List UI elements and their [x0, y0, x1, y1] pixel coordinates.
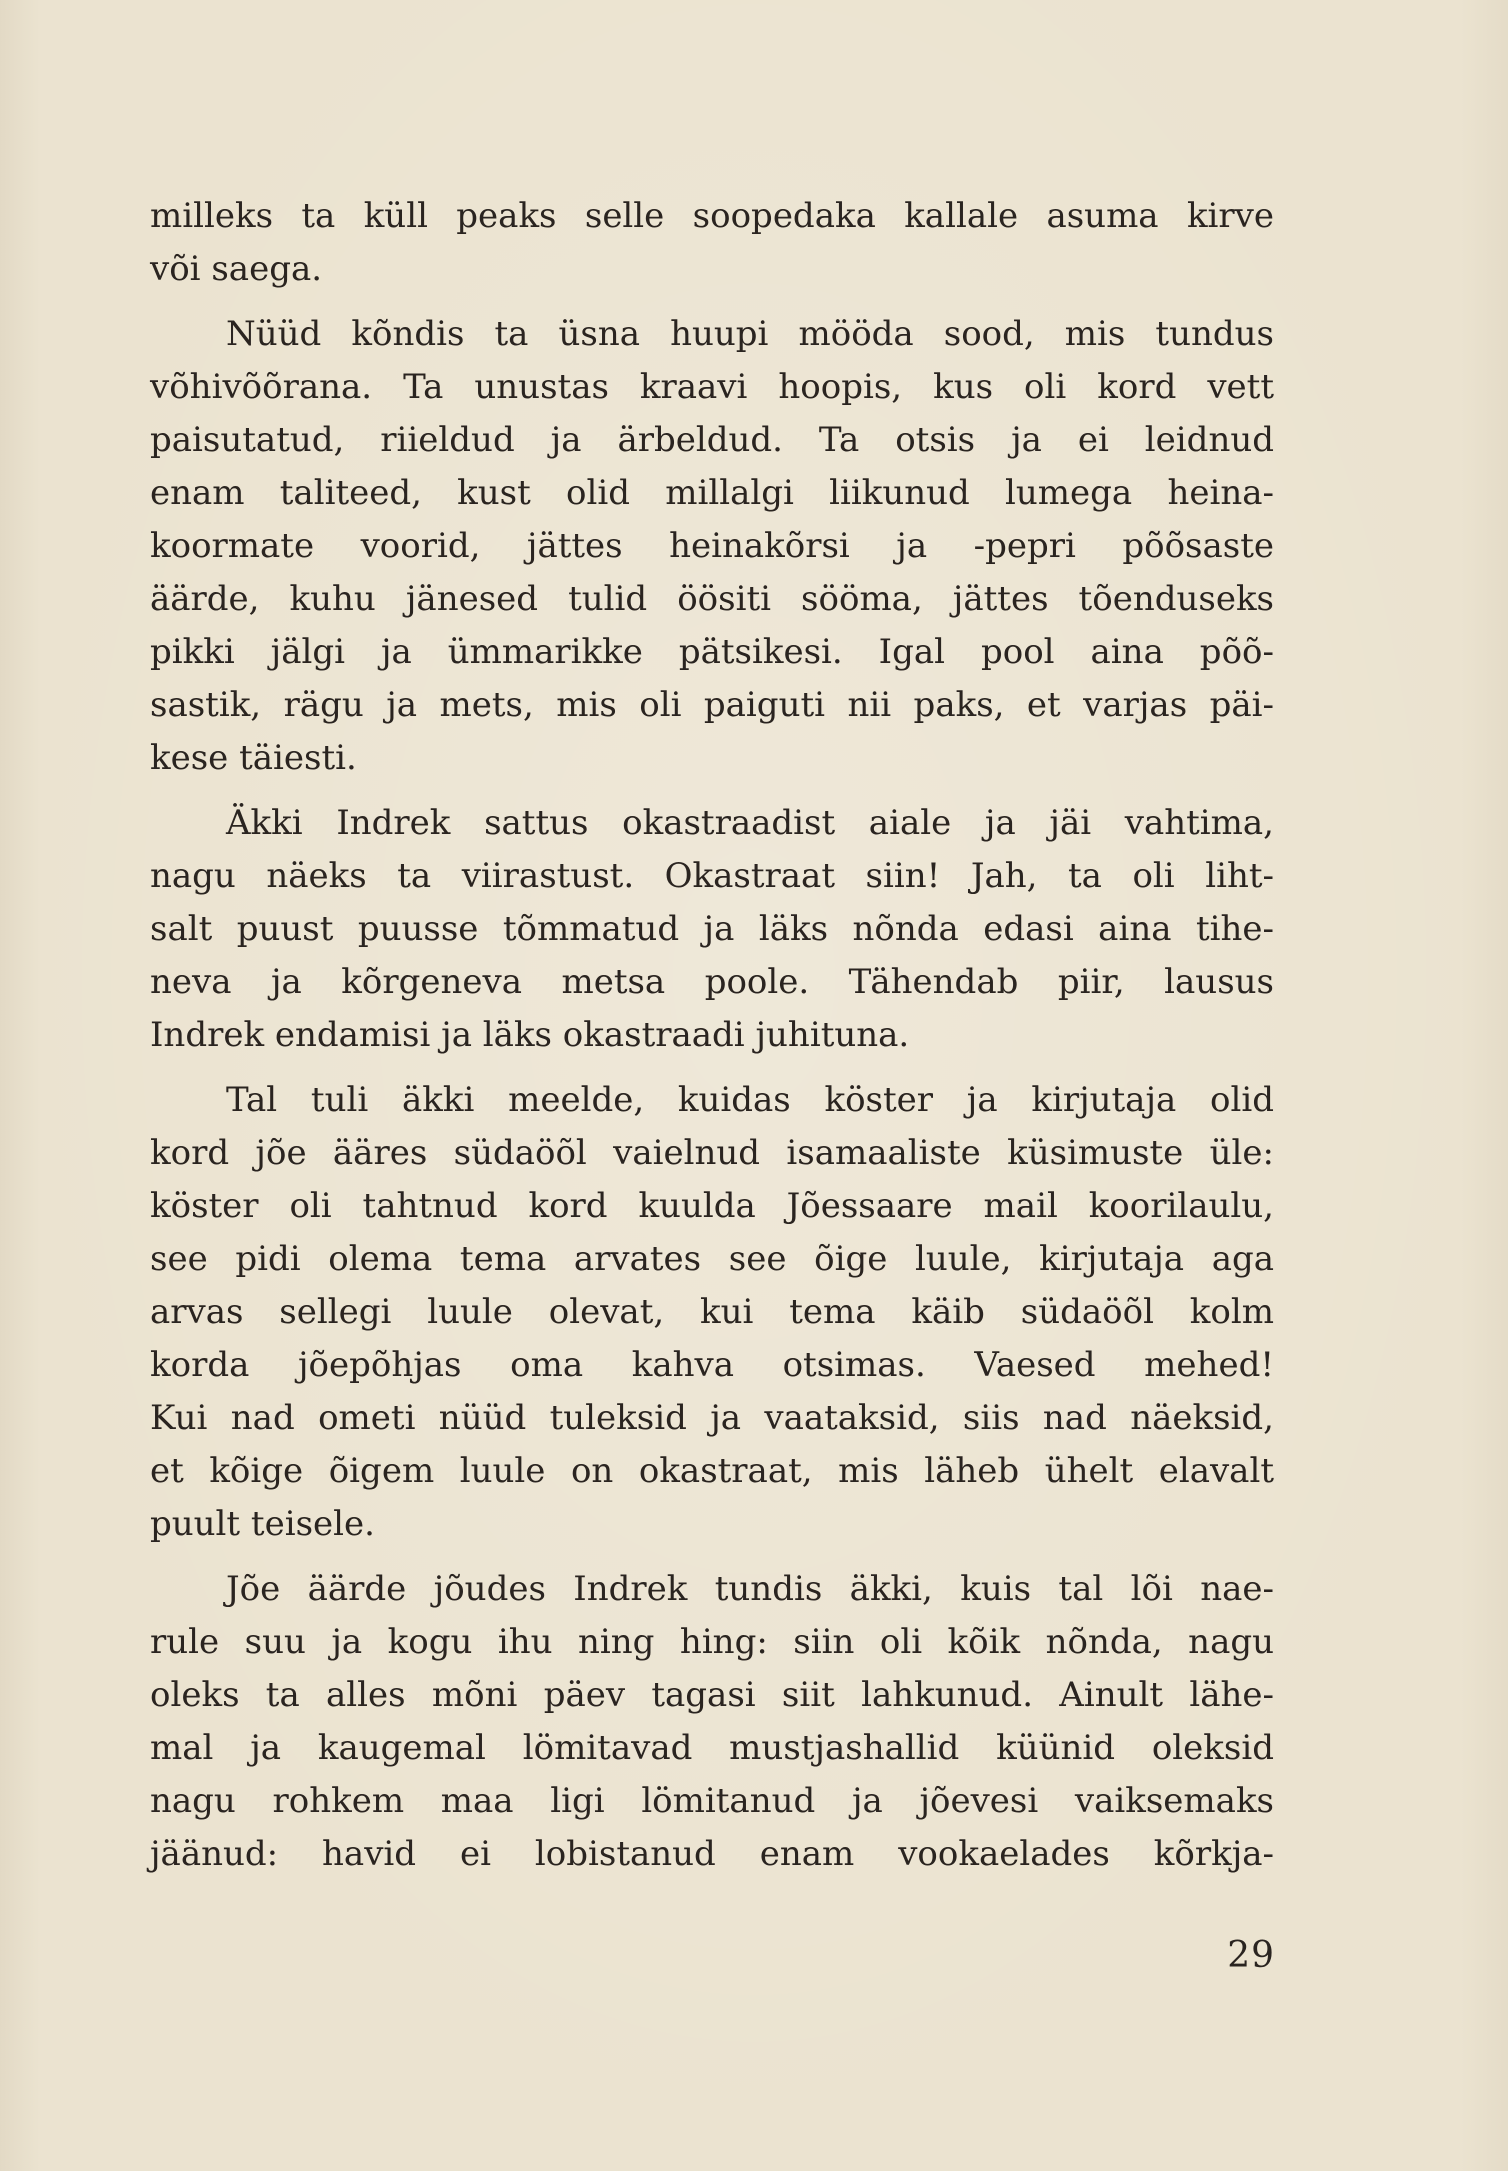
text-line: paisutatud, riieldud ja ärbeldud. Ta otsis ja ei leidnud: [150, 420, 1274, 460]
body-text: [150, 190, 1274, 1893]
text-line: milleks ta küll peaks selle soopedaka kallale asuma kirve: [150, 196, 1274, 236]
text-line: äärde, kuhu jänesed tulid öösiti sööma, jättes tõenduseks: [150, 579, 1274, 619]
text-line: kese täiesti.: [150, 738, 357, 778]
text-line: sastik, rägu ja mets, mis oli paiguti nii paks, et varjas päi-: [150, 685, 1274, 725]
text-line: salt puust puusse tõmmatud ja läks nõnda edasi aina tihe-: [150, 909, 1274, 949]
text-line: köster oli tahtnud kord kuulda Jõessaare mail koorilaulu,: [150, 1186, 1274, 1226]
text-line: nagu rohkem maa ligi lömitanud ja jõevesi vaiksemaks: [150, 1781, 1274, 1821]
text-line: neva ja kõrgeneva metsa poole. Tähendab piir, lausus: [150, 962, 1274, 1002]
text-line: enam taliteed, kust olid millalgi liikunud lumega heina-: [150, 473, 1274, 513]
text-line: mal ja kaugemal lömitavad mustjashallid küünid oleksid: [150, 1728, 1274, 1768]
text-line: Tal tuli äkki meelde, kuidas köster ja kirjutaja olid: [226, 1080, 1274, 1120]
text-line: oleks ta alles mõni päev tagasi siit lahkunud. Ainult lähe-: [150, 1675, 1274, 1715]
text-line: Kui nad ometi nüüd tuleksid ja vaataksid, siis nad näeksid,: [150, 1398, 1274, 1438]
paragraph-5: [150, 1563, 1274, 1881]
text-line: puult teisele.: [150, 1504, 375, 1544]
text-line: kord jõe ääres südaöõl vaielnud isamaaliste küsimuste üle:: [150, 1133, 1274, 1173]
page-number: 29: [1227, 1935, 1275, 1976]
text-line: jäänud: havid ei lobistanud enam vookaelades kõrkja-: [150, 1834, 1274, 1874]
text-line: või saega.: [150, 249, 323, 289]
text-line: arvas sellegi luule olevat, kui tema käib südaöõl kolm: [150, 1292, 1274, 1332]
paragraph-1: [150, 190, 1274, 296]
text-line: korda jõepõhjas oma kahva otsimas. Vaesed mehed!: [150, 1345, 1274, 1385]
text-line: et kõige õigem luule on okastraat, mis läheb ühelt elavalt: [150, 1451, 1274, 1491]
paragraph-4: [150, 1074, 1274, 1551]
text-line: võhivõõrana. Ta unustas kraavi hoopis, kus oli kord vett: [150, 367, 1274, 407]
text-line: see pidi olema tema arvates see õige luule, kirjutaja aga: [150, 1239, 1274, 1279]
text-line: nagu näeks ta viirastust. Okastraat siin! Jah, ta oli liht-: [150, 856, 1274, 896]
paragraph-2: [150, 308, 1274, 785]
paragraph-3: [150, 797, 1274, 1062]
text-line: Indrek endamisi ja läks okastraadi juhituna.: [150, 1015, 910, 1055]
text-line: Jõe äärde jõudes Indrek tundis äkki, kuis tal lõi nae-: [226, 1569, 1274, 1609]
text-line: Äkki Indrek sattus okastraadist aiale ja jäi vahtima,: [226, 803, 1274, 843]
text-line: koormate voorid, jättes heinakõrsi ja -pepri põõsaste: [150, 526, 1274, 566]
text-line: rule suu ja kogu ihu ning hing: siin oli kõik nõnda, nagu: [150, 1622, 1274, 1662]
text-line: Nüüd kõndis ta üsna huupi mööda sood, mis tundus: [226, 314, 1274, 354]
text-line: pikki jälgi ja ümmarikke pätsikesi. Igal pool aina põõ-: [150, 632, 1274, 672]
